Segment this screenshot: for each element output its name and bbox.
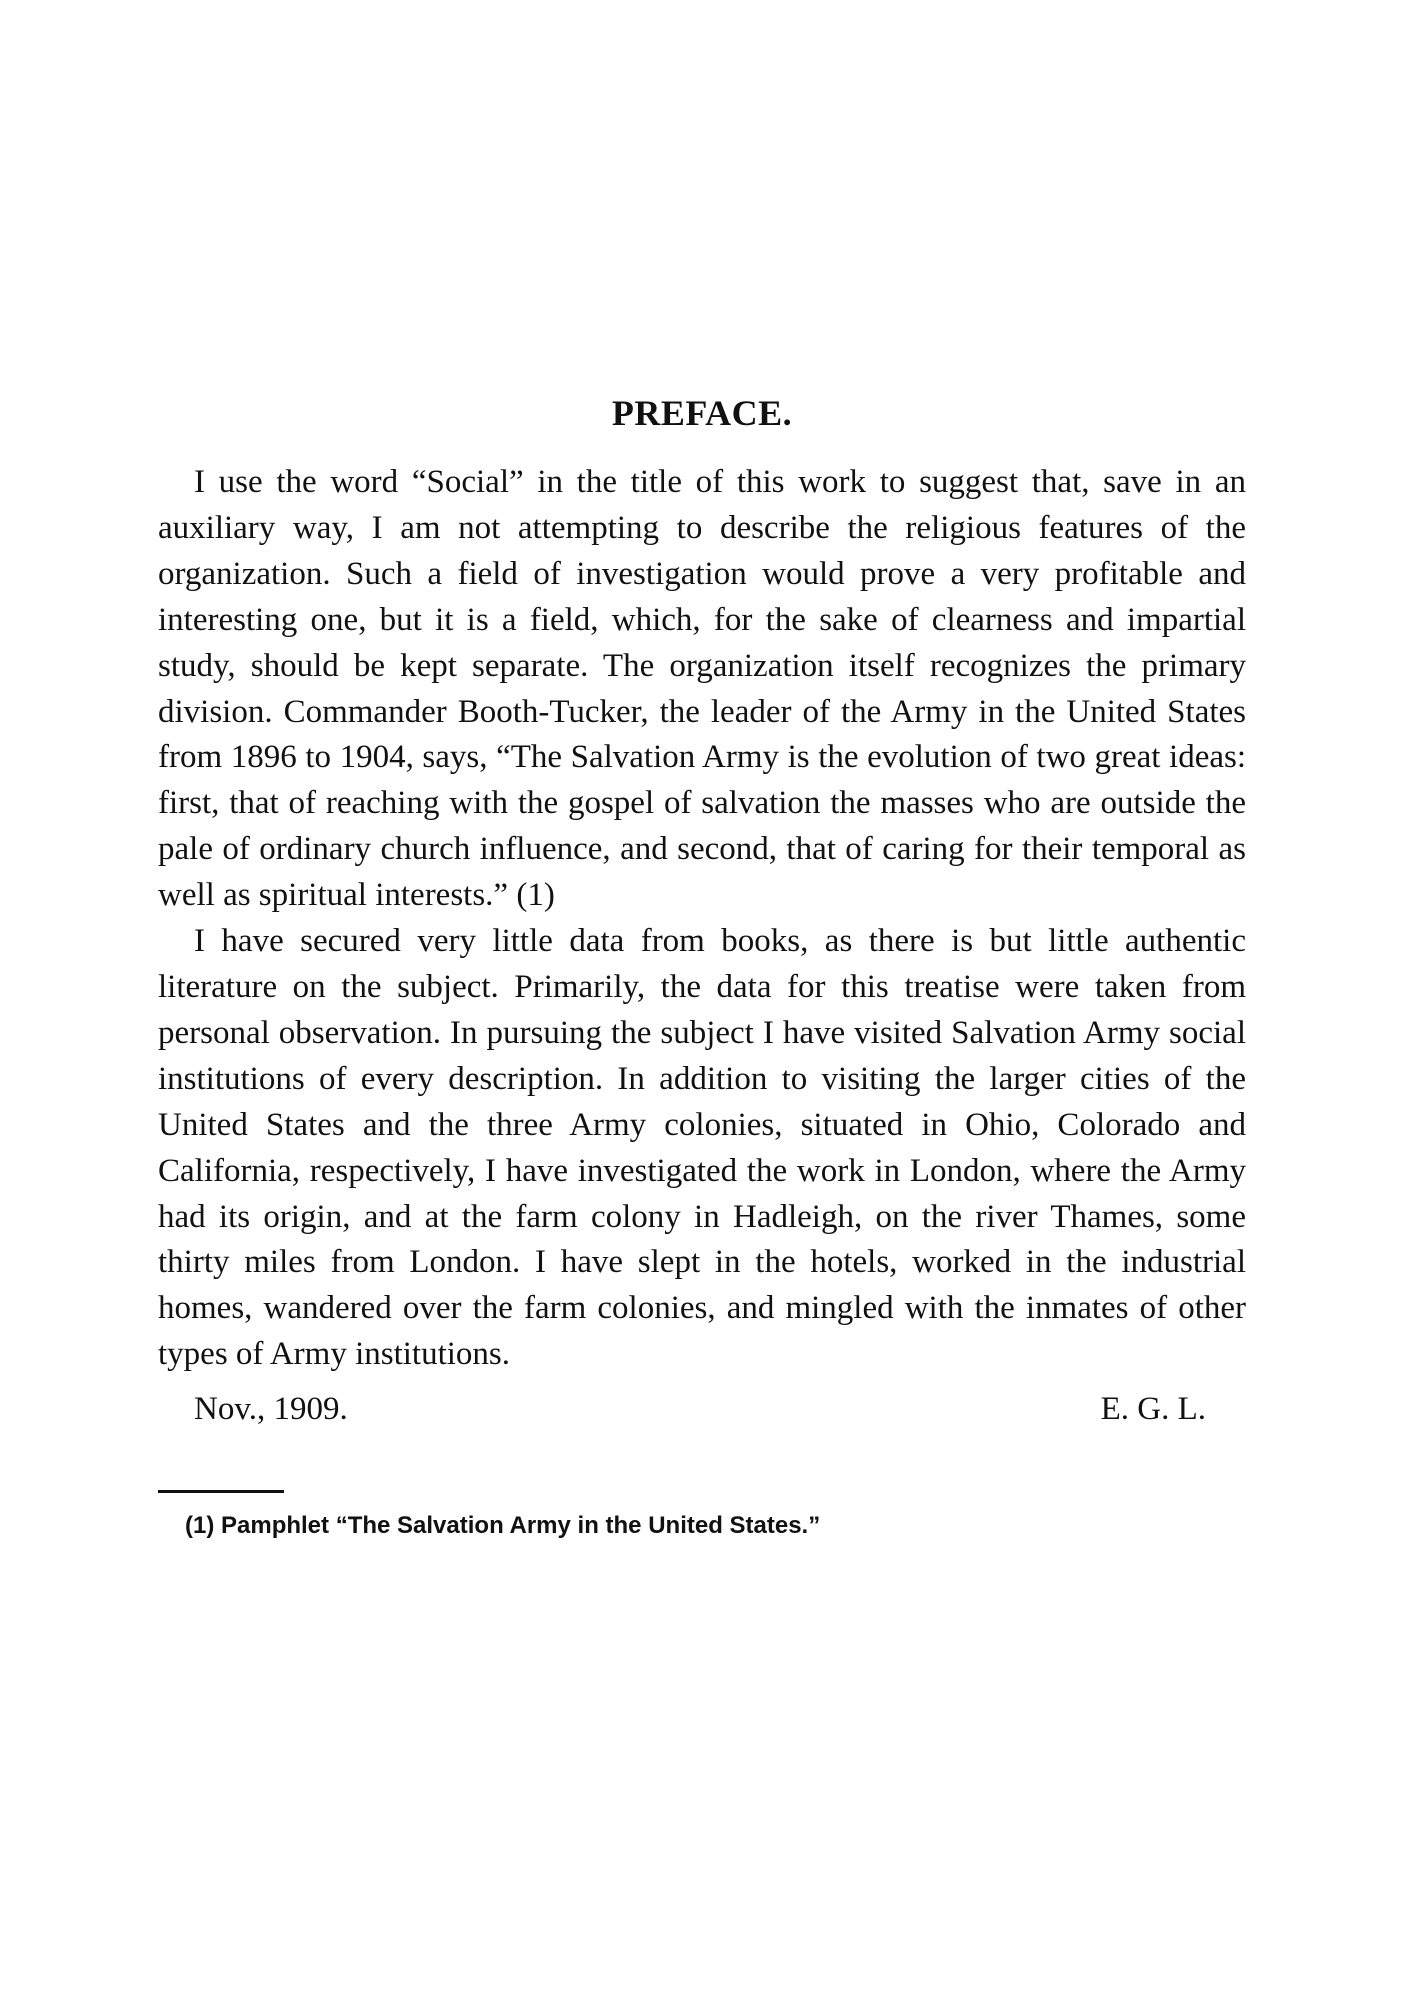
page-title: PREFACE. (611, 393, 793, 433)
footnote: (1) Pamphlet “The Salvation Army in the United States.” (185, 1512, 821, 1540)
preface-paragraph-1: I use the word “Social” in the title of this work to suggest that, save in an auxiliary way, I am not attempting to describe the religious features of the organization. Such a field of investigation would prove a very profitable and interesting one, but it is a field, which, for the sake of clearness and impartial study, should be kept separate. The organization itself recognizes the primary division. Commander Booth-Tucker, the leader of the Army in the United States from 1896 to 1904, says, “The Salvation Army is the evolution of two great ideas: first, that of reaching with the gospel of salvation the masses who are outside the pale of ordinary church influence, and second, that of caring for their temporal as well as spiritual interests.” (1) (158, 464, 1246, 914)
preface-paragraph-2: I have secured very little data from books, as there is but little authentic literature on the subject. Primarily, the data for this treatise were taken from personal observation. In pursuing the subject I have visited Salvation Army social institutions of every description. In addition to visiting the larger cities of the United States and the three Army colonies, situated in Ohio, Colorado and California, respectively, I have investigated the work in London, where the Army had its origin, and at the farm colony in Hadleigh, on the river Thames, some thirty miles from London. I have slept in the hotels, worked in the industrial homes, wandered over the farm colonies, and mingled with the inmates of other types of Army institutions. (158, 923, 1246, 1373)
preface-page (158, 388, 1246, 1543)
footnote-divider (158, 1490, 284, 1493)
author-initials: E. G. L. (1100, 1391, 1206, 1428)
signature-line (158, 1386, 1246, 1432)
preface-date: Nov., 1909. (194, 1391, 348, 1428)
